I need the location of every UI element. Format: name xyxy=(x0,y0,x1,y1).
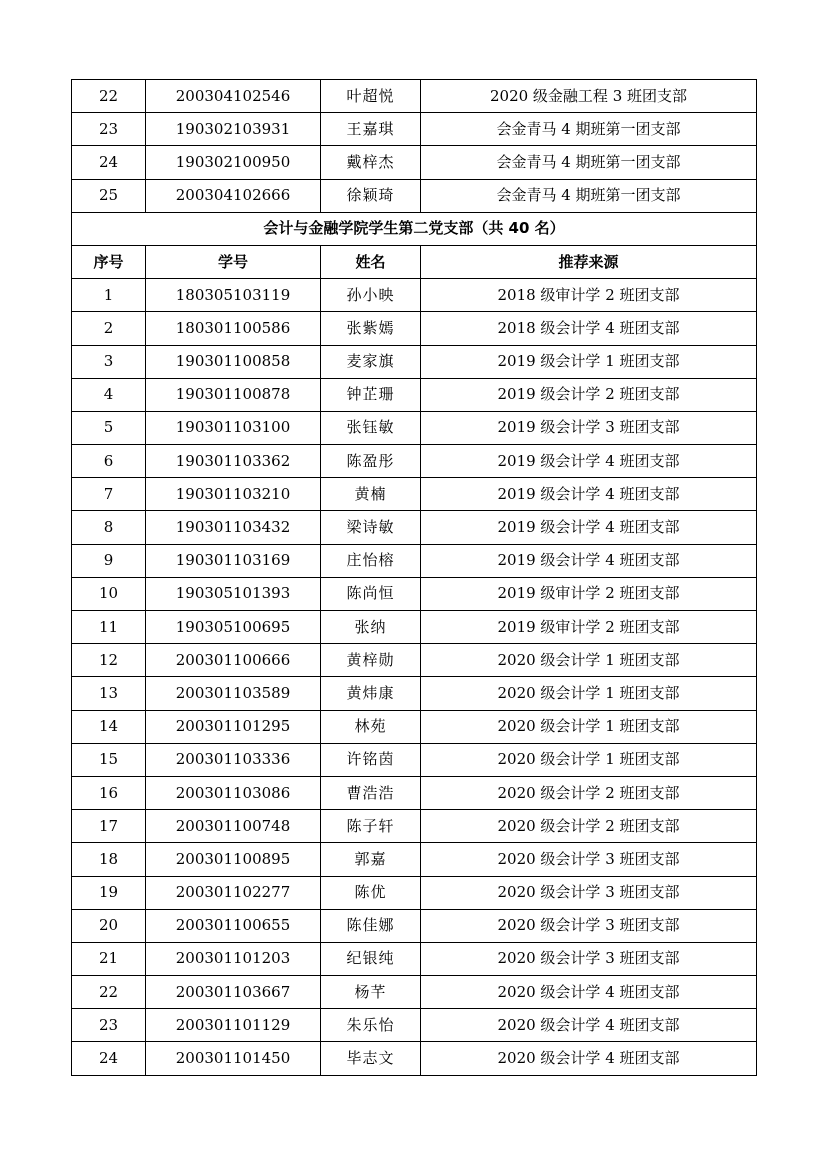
row-student-id: 190305101393 xyxy=(146,577,321,610)
row-student-name: 陈佳娜 xyxy=(321,909,421,942)
table-row xyxy=(72,677,757,710)
row-student-name: 徐颖琦 xyxy=(321,179,421,212)
row-recommendation-source: 2020 级会计学 2 班团支部 xyxy=(421,776,757,809)
row-student-id: 200304102666 xyxy=(146,179,321,212)
table-row xyxy=(72,378,757,411)
table-row xyxy=(72,146,757,179)
row-student-name: 麦家旗 xyxy=(321,345,421,378)
row-recommendation-source: 2019 级会计学 4 班团支部 xyxy=(421,478,757,511)
row-serial-number: 3 xyxy=(72,345,146,378)
row-student-name: 林苑 xyxy=(321,710,421,743)
table-row xyxy=(72,544,757,577)
row-student-id: 180301100586 xyxy=(146,312,321,345)
row-student-name: 毕志文 xyxy=(321,1042,421,1075)
row-recommendation-source: 2019 级会计学 4 班团支部 xyxy=(421,511,757,544)
table-row xyxy=(72,810,757,843)
row-recommendation-source: 2020 级会计学 4 班团支部 xyxy=(421,1009,757,1042)
row-serial-number: 16 xyxy=(72,776,146,809)
row-student-name: 陈优 xyxy=(321,876,421,909)
row-student-name: 钟芷珊 xyxy=(321,378,421,411)
row-recommendation-source: 2020 级会计学 3 班团支部 xyxy=(421,843,757,876)
section-header xyxy=(72,212,757,278)
section-title: 会计与金融学院学生第二党支部（共 40 名） xyxy=(72,212,757,245)
row-recommendation-source: 2019 级会计学 4 班团支部 xyxy=(421,544,757,577)
row-recommendation-source: 会金青马 4 期班第一团支部 xyxy=(421,146,757,179)
header-serial-number: 序号 xyxy=(72,245,146,278)
row-student-name: 许铭茵 xyxy=(321,743,421,776)
row-serial-number: 25 xyxy=(72,179,146,212)
row-serial-number: 1 xyxy=(72,279,146,312)
row-student-name: 庄怡榕 xyxy=(321,544,421,577)
row-recommendation-source: 2020 级会计学 3 班团支部 xyxy=(421,942,757,975)
table-row xyxy=(72,876,757,909)
row-student-name: 朱乐怡 xyxy=(321,1009,421,1042)
table-row xyxy=(72,577,757,610)
row-serial-number: 15 xyxy=(72,743,146,776)
row-student-id: 190305100695 xyxy=(146,611,321,644)
continuation-rows xyxy=(72,80,757,213)
table-row xyxy=(72,710,757,743)
table-row xyxy=(72,511,757,544)
row-serial-number: 10 xyxy=(72,577,146,610)
row-recommendation-source: 2020 级会计学 1 班团支部 xyxy=(421,644,757,677)
header-recommendation-source: 推荐来源 xyxy=(421,245,757,278)
row-student-id: 200301103336 xyxy=(146,743,321,776)
row-recommendation-source: 2020 级金融工程 3 班团支部 xyxy=(421,80,757,113)
row-student-id: 200301101295 xyxy=(146,710,321,743)
row-student-name: 孙小映 xyxy=(321,279,421,312)
row-serial-number: 12 xyxy=(72,644,146,677)
row-serial-number: 8 xyxy=(72,511,146,544)
row-student-name: 张紫嫣 xyxy=(321,312,421,345)
row-recommendation-source: 2019 级会计学 2 班团支部 xyxy=(421,378,757,411)
row-serial-number: 2 xyxy=(72,312,146,345)
row-recommendation-source: 2019 级会计学 4 班团支部 xyxy=(421,445,757,478)
table-row xyxy=(72,80,757,113)
row-student-name: 王嘉琪 xyxy=(321,113,421,146)
row-recommendation-source: 2020 级会计学 1 班团支部 xyxy=(421,677,757,710)
row-student-id: 190301103169 xyxy=(146,544,321,577)
table-row xyxy=(72,179,757,212)
row-serial-number: 11 xyxy=(72,611,146,644)
section-rows xyxy=(72,279,757,1076)
row-student-id: 190301100858 xyxy=(146,345,321,378)
table-row xyxy=(72,113,757,146)
row-recommendation-source: 2019 级会计学 1 班团支部 xyxy=(421,345,757,378)
row-student-id: 200301101450 xyxy=(146,1042,321,1075)
row-serial-number: 6 xyxy=(72,445,146,478)
row-recommendation-source: 会金青马 4 期班第一团支部 xyxy=(421,179,757,212)
row-student-name: 曹浩浩 xyxy=(321,776,421,809)
row-serial-number: 5 xyxy=(72,411,146,444)
table-row xyxy=(72,1042,757,1075)
row-serial-number: 4 xyxy=(72,378,146,411)
row-serial-number: 20 xyxy=(72,909,146,942)
row-student-name: 杨芊 xyxy=(321,976,421,1009)
row-student-id: 200301103086 xyxy=(146,776,321,809)
row-student-id: 200301103589 xyxy=(146,677,321,710)
row-recommendation-source: 2020 级会计学 2 班团支部 xyxy=(421,810,757,843)
table-row xyxy=(72,909,757,942)
table-row xyxy=(72,776,757,809)
row-student-id: 190302100950 xyxy=(146,146,321,179)
table-row xyxy=(72,411,757,444)
row-student-name: 戴梓杰 xyxy=(321,146,421,179)
column-header-row xyxy=(72,245,757,278)
row-student-id: 190301103100 xyxy=(146,411,321,444)
table-row xyxy=(72,478,757,511)
row-serial-number: 14 xyxy=(72,710,146,743)
row-student-id: 200304102546 xyxy=(146,80,321,113)
row-serial-number: 22 xyxy=(72,976,146,1009)
row-serial-number: 24 xyxy=(72,146,146,179)
row-serial-number: 24 xyxy=(72,1042,146,1075)
row-student-name: 张钰敏 xyxy=(321,411,421,444)
row-student-id: 200301102277 xyxy=(146,876,321,909)
row-student-id: 200301103667 xyxy=(146,976,321,1009)
table-row xyxy=(72,345,757,378)
header-student-id: 学号 xyxy=(146,245,321,278)
row-recommendation-source: 2020 级会计学 3 班团支部 xyxy=(421,876,757,909)
row-student-name: 陈子轩 xyxy=(321,810,421,843)
row-serial-number: 17 xyxy=(72,810,146,843)
row-recommendation-source: 2019 级会计学 3 班团支部 xyxy=(421,411,757,444)
row-serial-number: 23 xyxy=(72,1009,146,1042)
row-student-id: 200301100895 xyxy=(146,843,321,876)
row-student-name: 梁诗敏 xyxy=(321,511,421,544)
row-student-name: 郭嘉 xyxy=(321,843,421,876)
row-recommendation-source: 2019 级审计学 2 班团支部 xyxy=(421,611,757,644)
table-row xyxy=(72,312,757,345)
row-recommendation-source: 2019 级审计学 2 班团支部 xyxy=(421,577,757,610)
row-recommendation-source: 2020 级会计学 4 班团支部 xyxy=(421,1042,757,1075)
row-student-name: 张纳 xyxy=(321,611,421,644)
row-student-id: 180305103119 xyxy=(146,279,321,312)
row-student-id: 200301101203 xyxy=(146,942,321,975)
row-student-id: 200301100748 xyxy=(146,810,321,843)
row-student-name: 叶超悦 xyxy=(321,80,421,113)
row-student-id: 190301100878 xyxy=(146,378,321,411)
table-row xyxy=(72,1009,757,1042)
table-row xyxy=(72,611,757,644)
row-student-id: 190301103362 xyxy=(146,445,321,478)
row-student-id: 200301101129 xyxy=(146,1009,321,1042)
table-row xyxy=(72,445,757,478)
table-row xyxy=(72,743,757,776)
table-row xyxy=(72,843,757,876)
row-student-name: 黄梓勋 xyxy=(321,644,421,677)
row-student-name: 陈盈彤 xyxy=(321,445,421,478)
row-serial-number: 19 xyxy=(72,876,146,909)
row-recommendation-source: 2020 级会计学 3 班团支部 xyxy=(421,909,757,942)
row-serial-number: 9 xyxy=(72,544,146,577)
row-recommendation-source: 会金青马 4 期班第一团支部 xyxy=(421,113,757,146)
row-serial-number: 22 xyxy=(72,80,146,113)
row-recommendation-source: 2020 级会计学 4 班团支部 xyxy=(421,976,757,1009)
row-student-id: 190302103931 xyxy=(146,113,321,146)
row-recommendation-source: 2018 级审计学 2 班团支部 xyxy=(421,279,757,312)
table-row xyxy=(72,279,757,312)
section-title-row xyxy=(72,212,757,245)
row-student-name: 纪银纯 xyxy=(321,942,421,975)
row-serial-number: 23 xyxy=(72,113,146,146)
header-name: 姓名 xyxy=(321,245,421,278)
row-serial-number: 18 xyxy=(72,843,146,876)
table-row xyxy=(72,942,757,975)
row-recommendation-source: 2018 级会计学 4 班团支部 xyxy=(421,312,757,345)
row-serial-number: 13 xyxy=(72,677,146,710)
row-recommendation-source: 2020 级会计学 1 班团支部 xyxy=(421,710,757,743)
row-student-id: 190301103210 xyxy=(146,478,321,511)
row-student-id: 200301100655 xyxy=(146,909,321,942)
row-student-name: 陈尚恒 xyxy=(321,577,421,610)
row-student-id: 190301103432 xyxy=(146,511,321,544)
table-row xyxy=(72,976,757,1009)
row-student-id: 200301100666 xyxy=(146,644,321,677)
row-serial-number: 21 xyxy=(72,942,146,975)
row-student-name: 黄楠 xyxy=(321,478,421,511)
row-recommendation-source: 2020 级会计学 1 班团支部 xyxy=(421,743,757,776)
row-serial-number: 7 xyxy=(72,478,146,511)
row-student-name: 黄炜康 xyxy=(321,677,421,710)
table-row xyxy=(72,644,757,677)
roster-table xyxy=(71,79,757,1076)
